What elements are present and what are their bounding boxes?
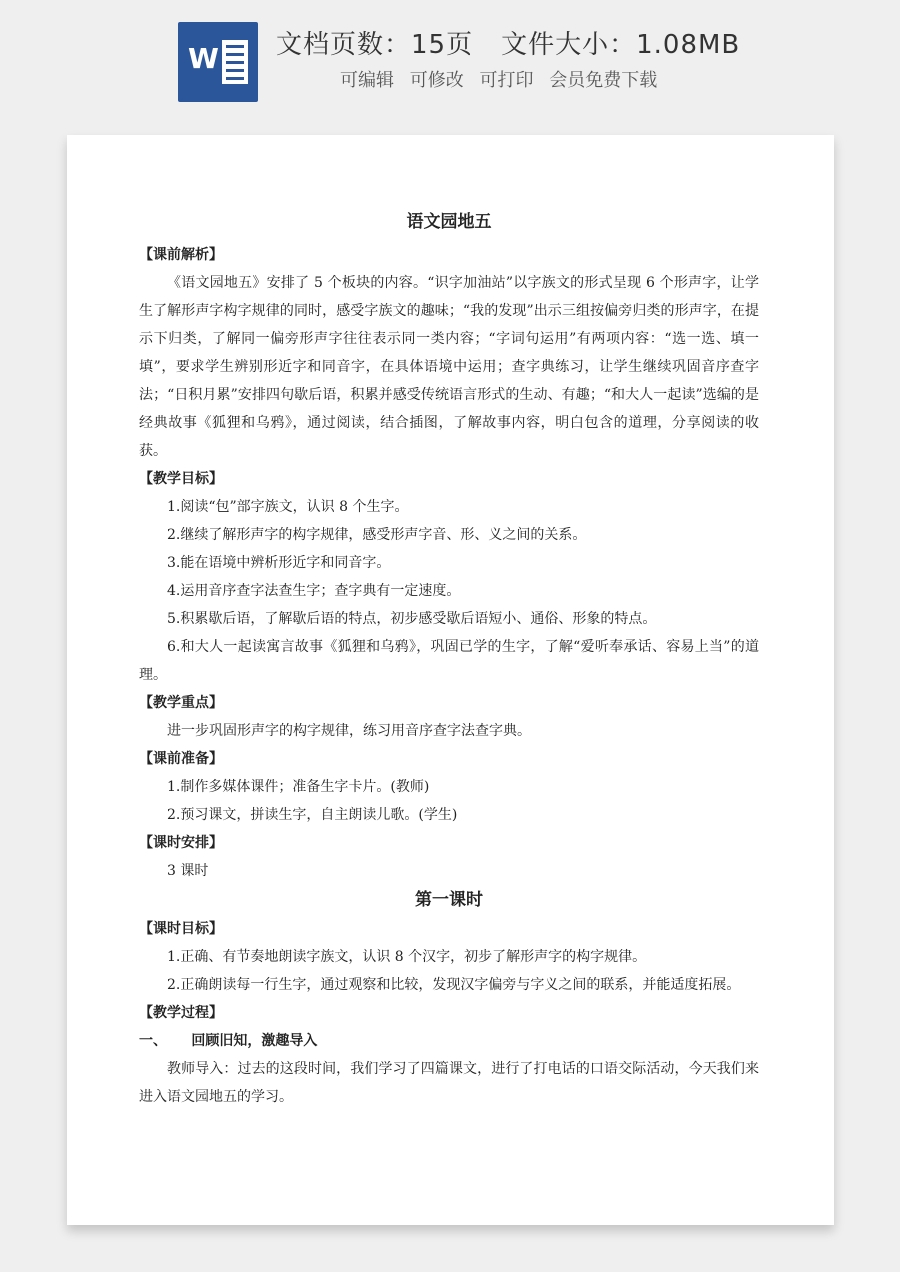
document-content — [139, 203, 759, 1111]
key-points-paragraph: 进一步巩固形声字的构字规律，练习用音序查字法查字典。 — [167, 723, 531, 739]
objective-item: 4.运用音序查字法查生字；查字典有一定速度。 — [167, 583, 461, 599]
process-step-heading — [139, 1027, 759, 1055]
page-count: 文档页数：15页 — [276, 30, 474, 60]
header-banner — [0, 0, 900, 130]
section-heading-lesson-objectives: 【课时目标】 — [139, 921, 223, 937]
step-number: 一、 — [139, 1033, 167, 1049]
objective-item: 1.阅读“包”部字族文，认识 8 个生字。 — [167, 499, 409, 515]
schedule-paragraph: 3 课时 — [167, 863, 209, 879]
document-title: 语文园地五 — [406, 212, 492, 232]
pre-analysis-paragraph: 《语文园地五》安排了 5 个板块的内容。“识字加油站”以字族文的形式呈现 6 个形声字，让学生了解形声字构字规律的同时，感受字族文的趣味；“我的发现”出示三组按偏旁归类的形声字，在提示下归类，了解同一偏旁形声字往往表示同一类内容；“字词句运用”有两项内容：“选一选、填一填”，要求学生辨别形近字和同音字，在具体语境中运用；查字典练习，让学生继续巩固音序查字法；“日积月累”安排四句歇后语，积累并感受传统语言形式的生动、有趣；“和大人一起读”选编的是经典故事《狐狸和乌鸦》，通过阅读，结合插图，了解故事内容，明白包含的道理，分享阅读的收获。 — [139, 275, 759, 459]
preparation-item: 1.制作多媒体课件；准备生字卡片。(教师) — [167, 779, 430, 795]
lesson-objective-item: 1.正确、有节奏地朗读字族文，认识 8 个汉字，初步了解形声字的构字规律。 — [167, 949, 647, 965]
objective-item: 5.积累歇后语，了解歇后语的特点，初步感受歇后语短小、通俗、形象的特点。 — [167, 611, 657, 627]
file-info — [276, 24, 740, 61]
objective-item: 2.继续了解形声字的构字规律，感受形声字音、形、义之间的关系。 — [167, 527, 587, 543]
section-heading-key-points: 【教学重点】 — [139, 695, 223, 711]
step-paragraph: 教师导入：过去的这段时间，我们学习了四篇课文，进行了打电话的口语交际活动，今天我们来进入语文园地五的学习。 — [139, 1061, 759, 1105]
section-heading-process: 【教学过程】 — [139, 1005, 223, 1021]
section-heading-preparation: 【课前准备】 — [139, 751, 223, 767]
file-size: 文件大小：1.08MB — [501, 30, 741, 60]
objective-item: 6.和大人一起读寓言故事《狐狸和乌鸦》，巩固已学的生字，了解“爱听奉承话、容易上当”的道理。 — [139, 639, 759, 683]
word-icon-letter: W — [188, 42, 219, 75]
feature-printable: 可打印 — [479, 70, 534, 91]
feature-modifiable: 可修改 — [409, 70, 464, 91]
step-title: 回顾旧知，激趣导入 — [191, 1033, 318, 1049]
word-document-icon — [178, 22, 258, 102]
lesson-objective-item: 2.正确朗读每一行生字，通过观察和比较，发现汉字偏旁与字义之间的联系，并能适度拓展。 — [167, 977, 741, 993]
word-icon-lines — [222, 40, 248, 84]
section-heading-schedule: 【课时安排】 — [139, 835, 223, 851]
feature-member-download: 会员免费下载 — [549, 70, 658, 91]
lesson-title: 第一课时 — [415, 890, 483, 910]
section-heading-objectives: 【教学目标】 — [139, 471, 223, 487]
feature-editable: 可编辑 — [340, 70, 394, 91]
document-page — [67, 135, 834, 1225]
objective-item: 3.能在语境中辨析形近字和同音字。 — [167, 555, 391, 571]
feature-list — [340, 66, 667, 92]
preparation-item: 2.预习课文，拼读生字，自主朗读儿歌。(学生) — [167, 807, 458, 823]
section-heading-pre-analysis: 【课前解析】 — [139, 247, 223, 263]
